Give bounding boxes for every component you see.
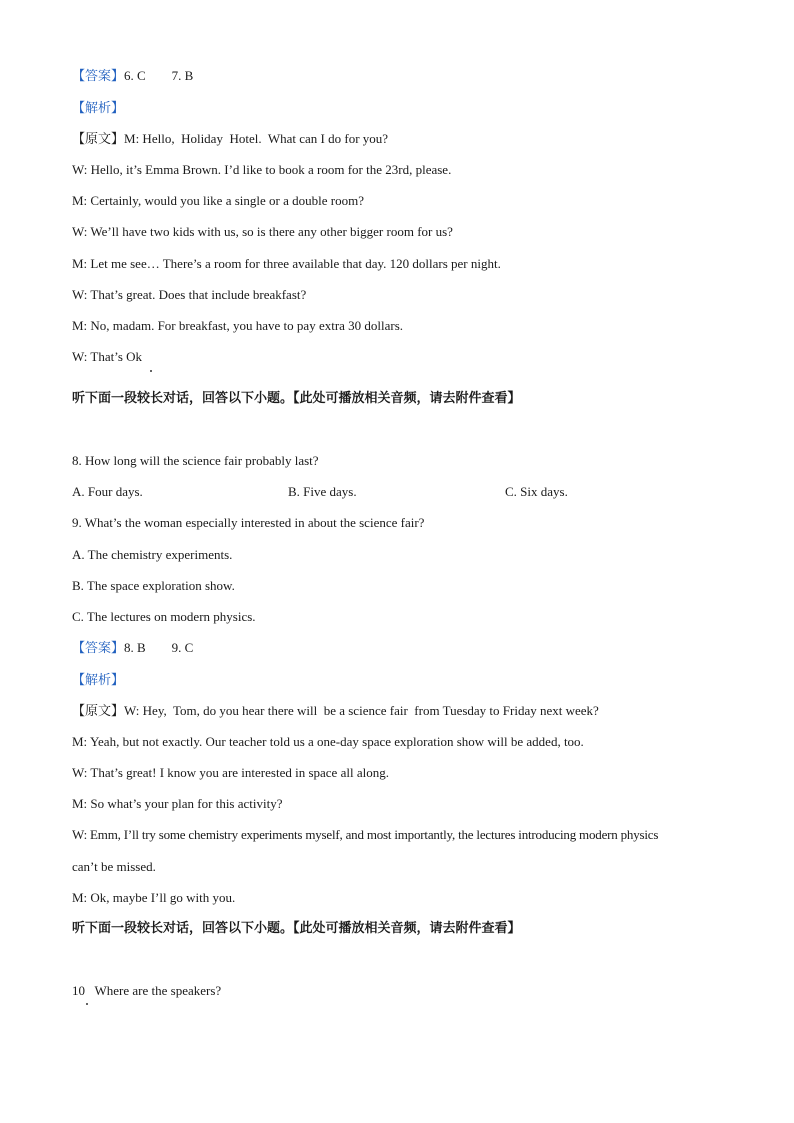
option-c: C. The lectures on modern physics.: [72, 609, 256, 624]
transcript-line: can’t be missed.: [72, 859, 156, 874]
analysis-line-2: [72, 672, 124, 689]
option-b: B. The space exploration show.: [72, 578, 235, 593]
transcript-line: [72, 131, 388, 148]
listening-instruction: 听下面一段较长对话，回答以下小题。【此处可播放相关音频，请去附件查看】: [72, 391, 521, 406]
transcript-text: M: Hello, Holiday Hotel. What can I do for you?: [124, 131, 389, 146]
transcript-line: W: That’s Ok: [72, 349, 143, 364]
transcript-line: W: Emm, I’ll try some chemistry experiments myself, and most importantly, the lectures introducing modern physics: [72, 827, 659, 842]
transcript-line: W: Hello, it’s Emma Brown. I’d like to book a room for the 23rd, please.: [72, 162, 452, 177]
question-10: 10 Where are the speakers?: [72, 983, 222, 998]
question-8: 8. How long will the science fair probably last?: [72, 453, 319, 468]
transcript-line: W: That’s great. Does that include breakfast?: [72, 287, 307, 302]
answer-line-1: [72, 68, 193, 85]
transcript-line: M: Yeah, but not exactly. Our teacher told us a one-day space exploration show will be added, too.: [72, 734, 584, 749]
transcript-line: M: Ok, maybe I’ll go with you.: [72, 890, 236, 905]
transcript-text: W: Hey, Tom, do you hear there will be a science fair from Tuesday to Friday next week?: [124, 703, 599, 718]
transcript-line: [72, 703, 599, 720]
transcript-line: M: Let me see… There’s a room for three available that day. 120 dollars per night.: [72, 256, 501, 271]
listening-instruction: 听下面一段较长对话，回答以下小题。【此处可播放相关音频，请去附件查看】: [72, 921, 521, 936]
analysis-tag: 【解析】: [72, 101, 125, 116]
option-a: A. The chemistry experiments.: [72, 547, 233, 562]
transcript-line: M: Certainly, would you like a single or a double room?: [72, 193, 364, 208]
option-b: B. Five days.: [288, 484, 357, 499]
question-9: 9. What’s the woman especially interested in about the science fair?: [72, 515, 425, 530]
option-a: A. Four days.: [72, 484, 143, 499]
original-text-tag: 【原文】: [72, 704, 125, 719]
option-c: C. Six days.: [505, 484, 568, 499]
stray-dot: [86, 1003, 88, 1005]
transcript-line: W: We’ll have two kids with us, so is there any other bigger room for us?: [72, 224, 453, 239]
transcript-line: M: So what’s your plan for this activity?: [72, 796, 283, 811]
answer-tag: 【答案】: [72, 641, 125, 656]
answer-text: 6. C 7. B: [124, 68, 194, 83]
answer-text: 8. B 9. C: [124, 640, 194, 655]
transcript-line: M: No, madam. For breakfast, you have to pay extra 30 dollars.: [72, 318, 404, 333]
transcript-line: W: That’s great! I know you are interested in space all along.: [72, 765, 389, 780]
analysis-line-1: [72, 100, 124, 117]
stray-dot: [150, 370, 152, 372]
analysis-tag: 【解析】: [72, 673, 125, 688]
original-text-tag: 【原文】: [72, 132, 125, 147]
answer-line-2: [72, 640, 193, 657]
answer-tag: 【答案】: [72, 69, 125, 84]
